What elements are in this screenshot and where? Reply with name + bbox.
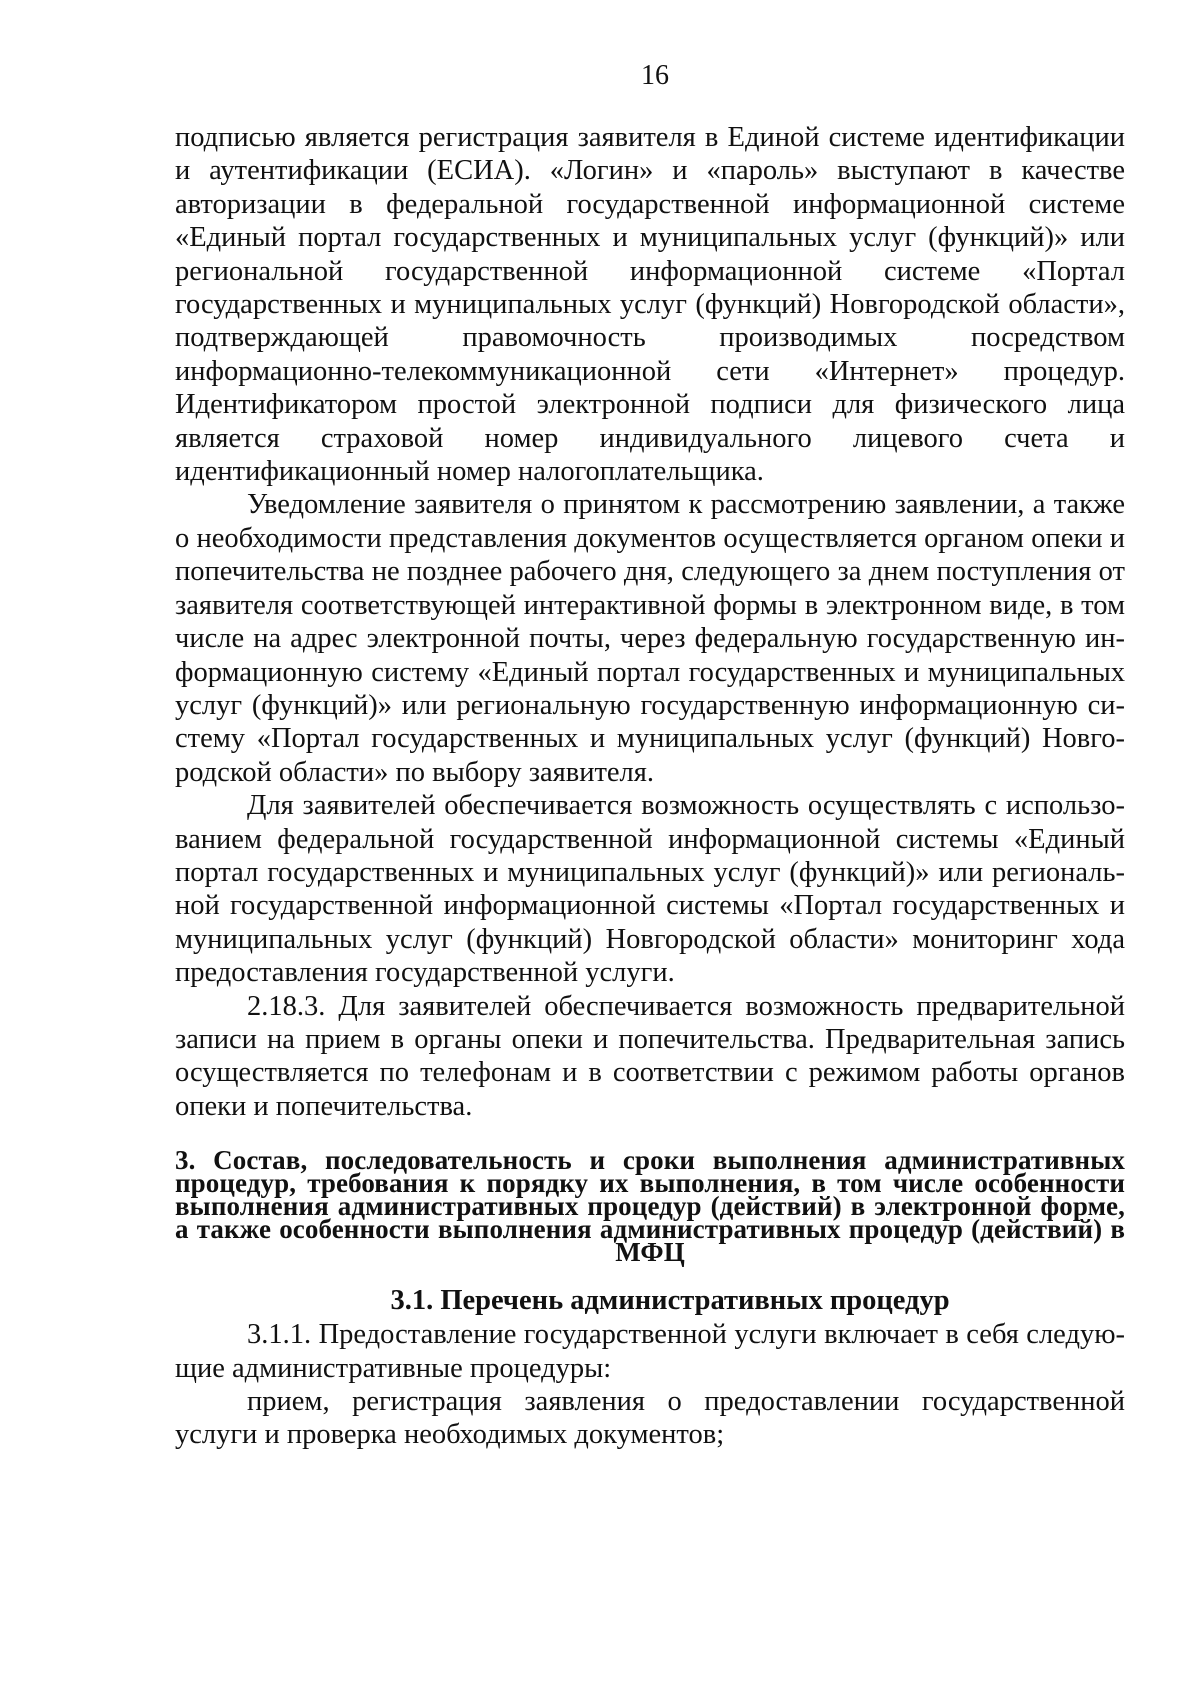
section-heading: 3. Состав, последовательность и сроки выполнения административных процедур, требования к порядку их выполнения, в том числе особенности выполнения административных процедур (действий) в электронной форме, а также особенности выполнения административных процедур (действий) в МФЦ bbox=[175, 1145, 1125, 1268]
page-number: 16 bbox=[641, 60, 669, 91]
paragraph-procedure-item: прием, регистрация заявления о предоставлении государственной услуги и проверка необходимых документов; bbox=[175, 1386, 1125, 1451]
paragraph-preliminary-appointment: 2.18.3. Для заявителей обеспечивается возможность предварительной записи на прием в органы опеки и попечительства. Предварительная запись осуществляется по телефонам и в соответствии с режимом работы органов опеки и попечительства. bbox=[175, 990, 1125, 1122]
paragraph-esia-authentication: подписью является регистрация заявителя в Единой системе идентификации и аутентификации (ЕСИА). «Логин» и «пароль» выступают в качестве авторизации в федеральной государственной информационной системе «Единый портал государственных и муниципальных услуг (функций)» или региональной государственной информационной системе «Портал государственных и муниципальных услуг (функций) Новгородской области», подтверждающей правомочность производимых посредством информационно-телекоммуникационной сети «Интернет» процедур. Идентификатором простой электронной подписи для физического лица является страховой номер индивидуального лицевого счета и идентификационный номер налогоплательщика. bbox=[175, 122, 1125, 488]
document-body bbox=[175, 121, 1125, 1452]
paragraph-procedures-intro: 3.1.1. Предоставление государственной услуги включает в себя следующие административные процедуры: bbox=[175, 1319, 1125, 1384]
subsection-heading: 3.1. Перечень административных процедур bbox=[390, 1285, 950, 1317]
paragraph-applicant-notification: Уведомление заявителя о принятом к рассмотрению заявлении, а также о необходимости представления документов осуществляется органом опеки и попечительства не позднее рабочего дня, следующего за днем поступления от заявителя соответствующей интерактивной формы в электронном виде, в том числе на адрес электронной почты, через федеральную государственную информационную систему «Единый портал государственных и муниципальных услуг (функций)» или региональную государственную информационную систему «Портал государственных и муниципальных услуг (функций) Новгородской области» по выбору заявителя. bbox=[175, 489, 1125, 788]
paragraph-monitoring: Для заявителей обеспечивается возможность осуществлять с использованием федеральной государственной информационной системы «Единый портал государственных и муниципальных услуг (функций)» или региональной государственной информационной системы «Портал государственных и муниципальных услуг (функций) Новгородской области» мониторинг хода предоставления государственной услуги. bbox=[175, 790, 1125, 989]
